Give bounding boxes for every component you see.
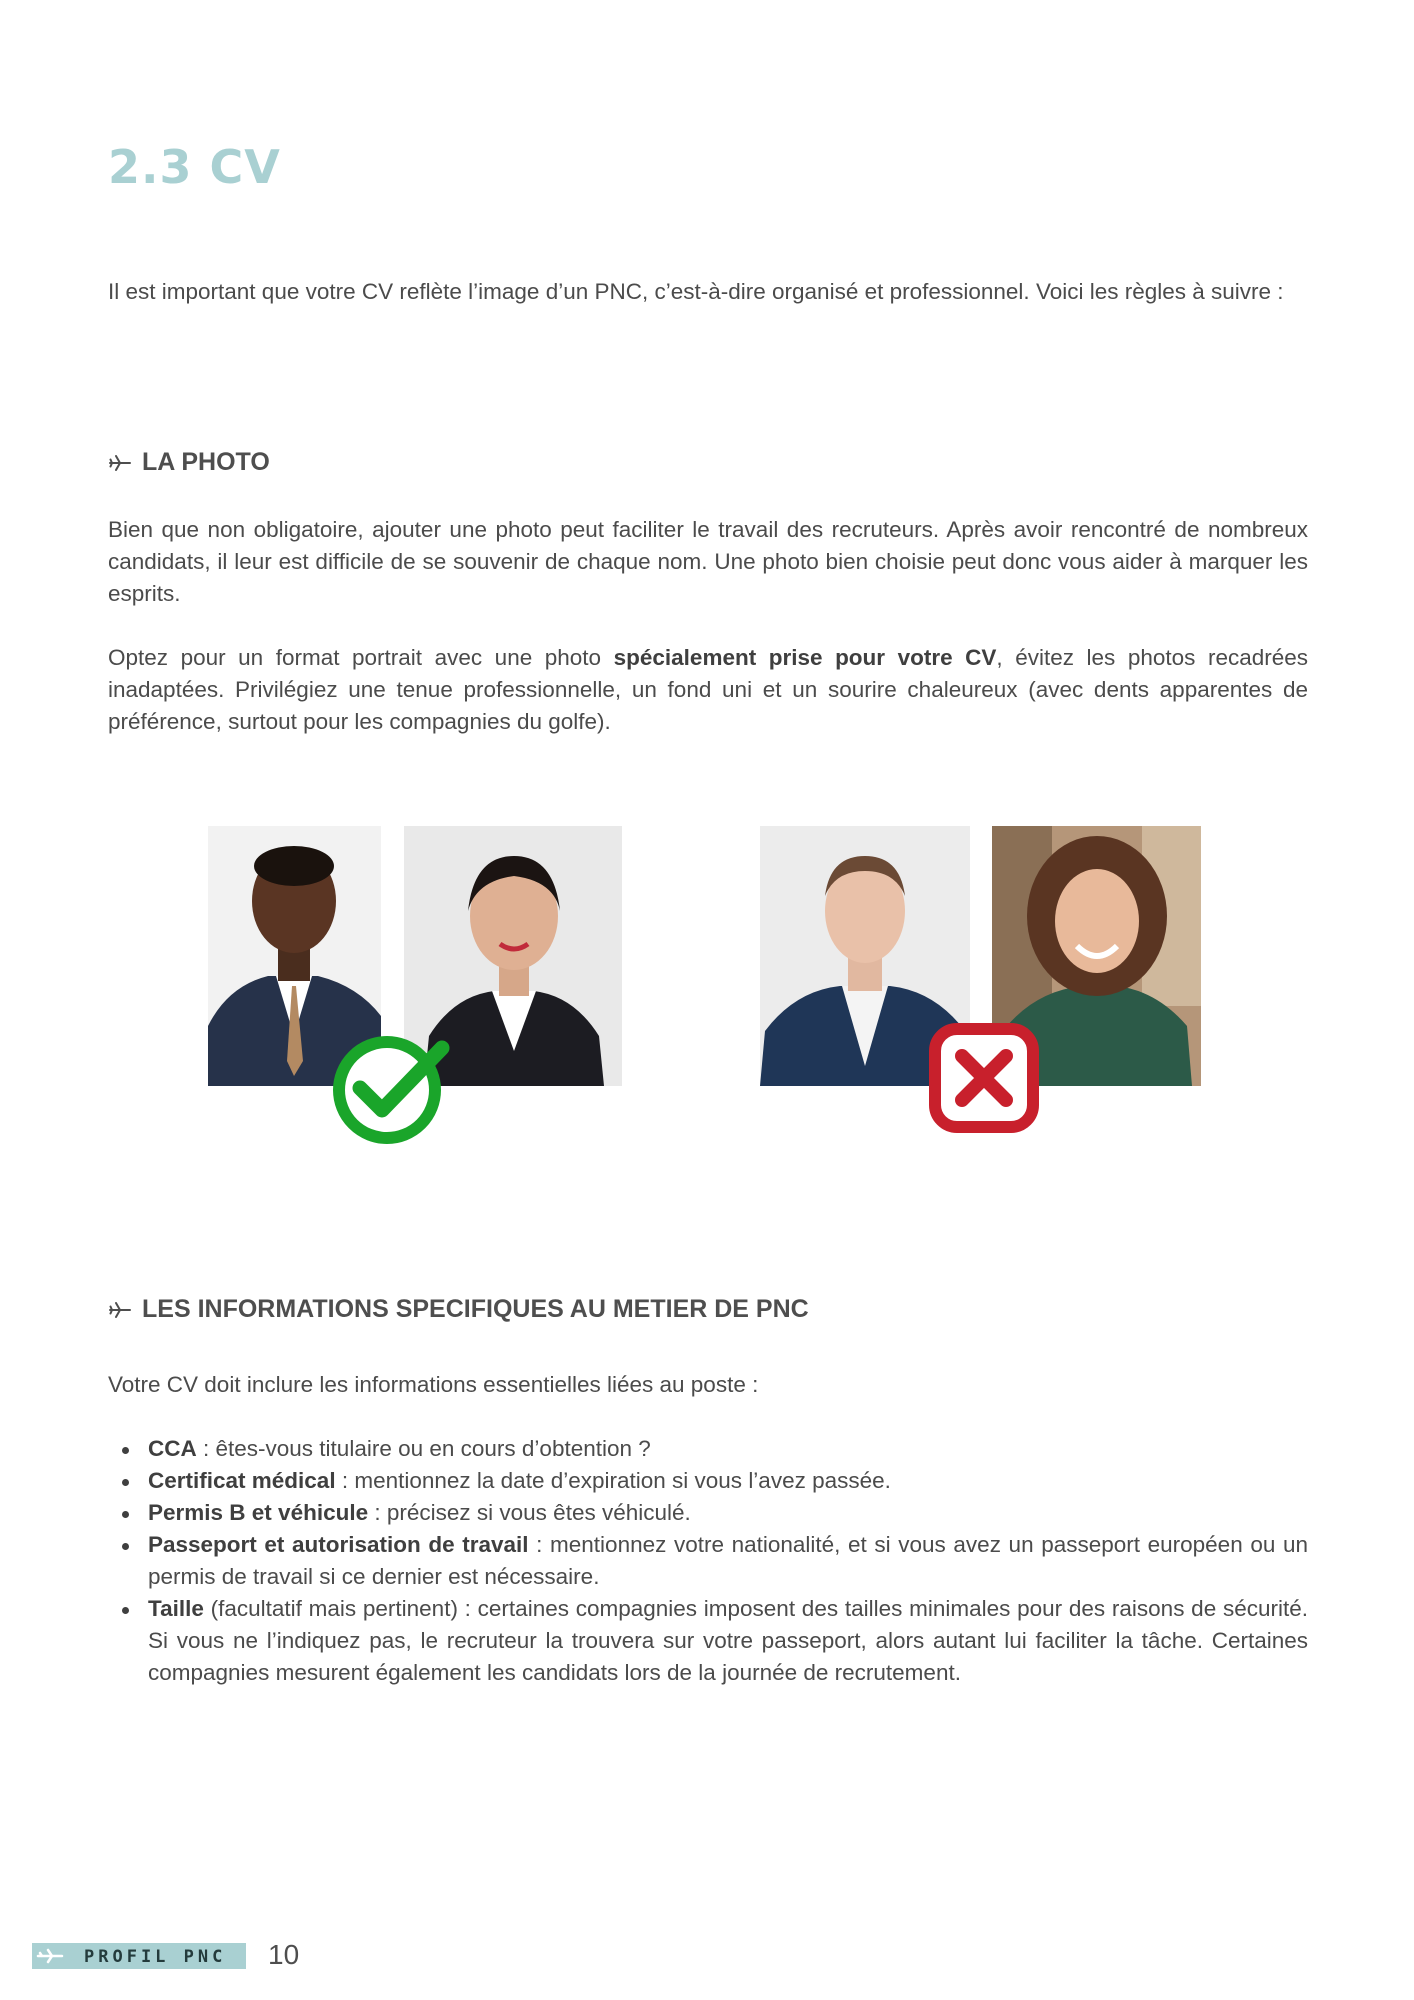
- info-list: [108, 1433, 1308, 1689]
- photo-paragraph-2-start: Optez pour un format portrait avec une photo: [108, 645, 614, 670]
- page-title: 2.3 CV: [108, 140, 281, 194]
- list-item-text: : mentionnez votre nationalité, et si vous avez un passeport européen ou un permis de travail si ce dernier est nécessaire.: [148, 1532, 1308, 1589]
- section-heading-photo-label: LA PHOTO: [142, 448, 270, 476]
- list-item: [108, 1593, 1308, 1689]
- photo-paragraph-2-end: , évitez les photos recadrées inadaptées. Privilégiez une tenue professionnelle, un fond uni et un sourire chaleureux (avec dents apparentes de préférence, surtout pour les compagnies du golfe).: [108, 645, 1309, 734]
- list-item-text: : mentionnez la date d’expiration si vous l’avez passée.: [335, 1468, 891, 1493]
- list-item-text: : précisez si vous êtes véhiculé.: [368, 1500, 691, 1525]
- photo-paragraph-2-emphasis: spécialement prise pour votre CV: [613, 645, 997, 670]
- photo-paragraph-1: Bien que non obligatoire, ajouter une photo peut faciliter le travail des recruteurs. Après avoir rencontré de nombreux candidats, il leur est difficile de se souvenir de chaque nom. Une photo bien choisie peut donc vous aider à marquer les esprits.: [108, 517, 1308, 606]
- brand-logo-text: PROFIL PNC: [84, 1947, 227, 1967]
- list-item-term: CCA: [148, 1436, 197, 1461]
- intro-paragraph: Il est important que votre CV reflète l’image d’un PNC, c’est-à-dire organisé et professionnel. Voici les règles à suivre :: [108, 279, 1284, 304]
- list-item-term: Permis B et véhicule: [148, 1500, 369, 1525]
- airplane-icon: [108, 451, 132, 475]
- list-item-term: Passeport et autorisation de travail: [148, 1532, 529, 1557]
- list-item-text: : êtes-vous titulaire ou en cours d’obtention ?: [196, 1436, 651, 1461]
- page-number: 10: [268, 1939, 300, 1970]
- check-icon: [330, 1030, 450, 1145]
- info-intro: Votre CV doit inclure les informations essentielles liées au poste :: [108, 1372, 759, 1397]
- list-item: [108, 1465, 1308, 1497]
- list-item-term: Certificat médical: [148, 1468, 336, 1493]
- list-item-term: Taille: [148, 1596, 204, 1621]
- brand-logo: [32, 1943, 246, 1969]
- list-item: [108, 1497, 1308, 1529]
- cross-icon: [928, 1022, 1040, 1134]
- list-item: [108, 1433, 1308, 1465]
- photo-paragraph-2: [108, 642, 1308, 738]
- list-item-text: (facultatif mais pertinent) : certaines compagnies imposent des tailles minimales pour des raisons de sécurité. Si vous ne l’indiquez pas, le recruteur la trouvera sur votre passeport, alors autant lui faciliter la tâche. Certaines compagnies mesurent également les candidats lors de la journée de recrutement.: [148, 1596, 1308, 1685]
- section-heading-info-label: LES INFORMATIONS SPECIFIQUES AU METIER DE PNC: [142, 1295, 809, 1323]
- section-heading-info: [108, 1295, 809, 1324]
- section-heading-photo: [108, 448, 270, 477]
- list-item: [108, 1529, 1308, 1593]
- airplane-icon: [108, 1298, 132, 1322]
